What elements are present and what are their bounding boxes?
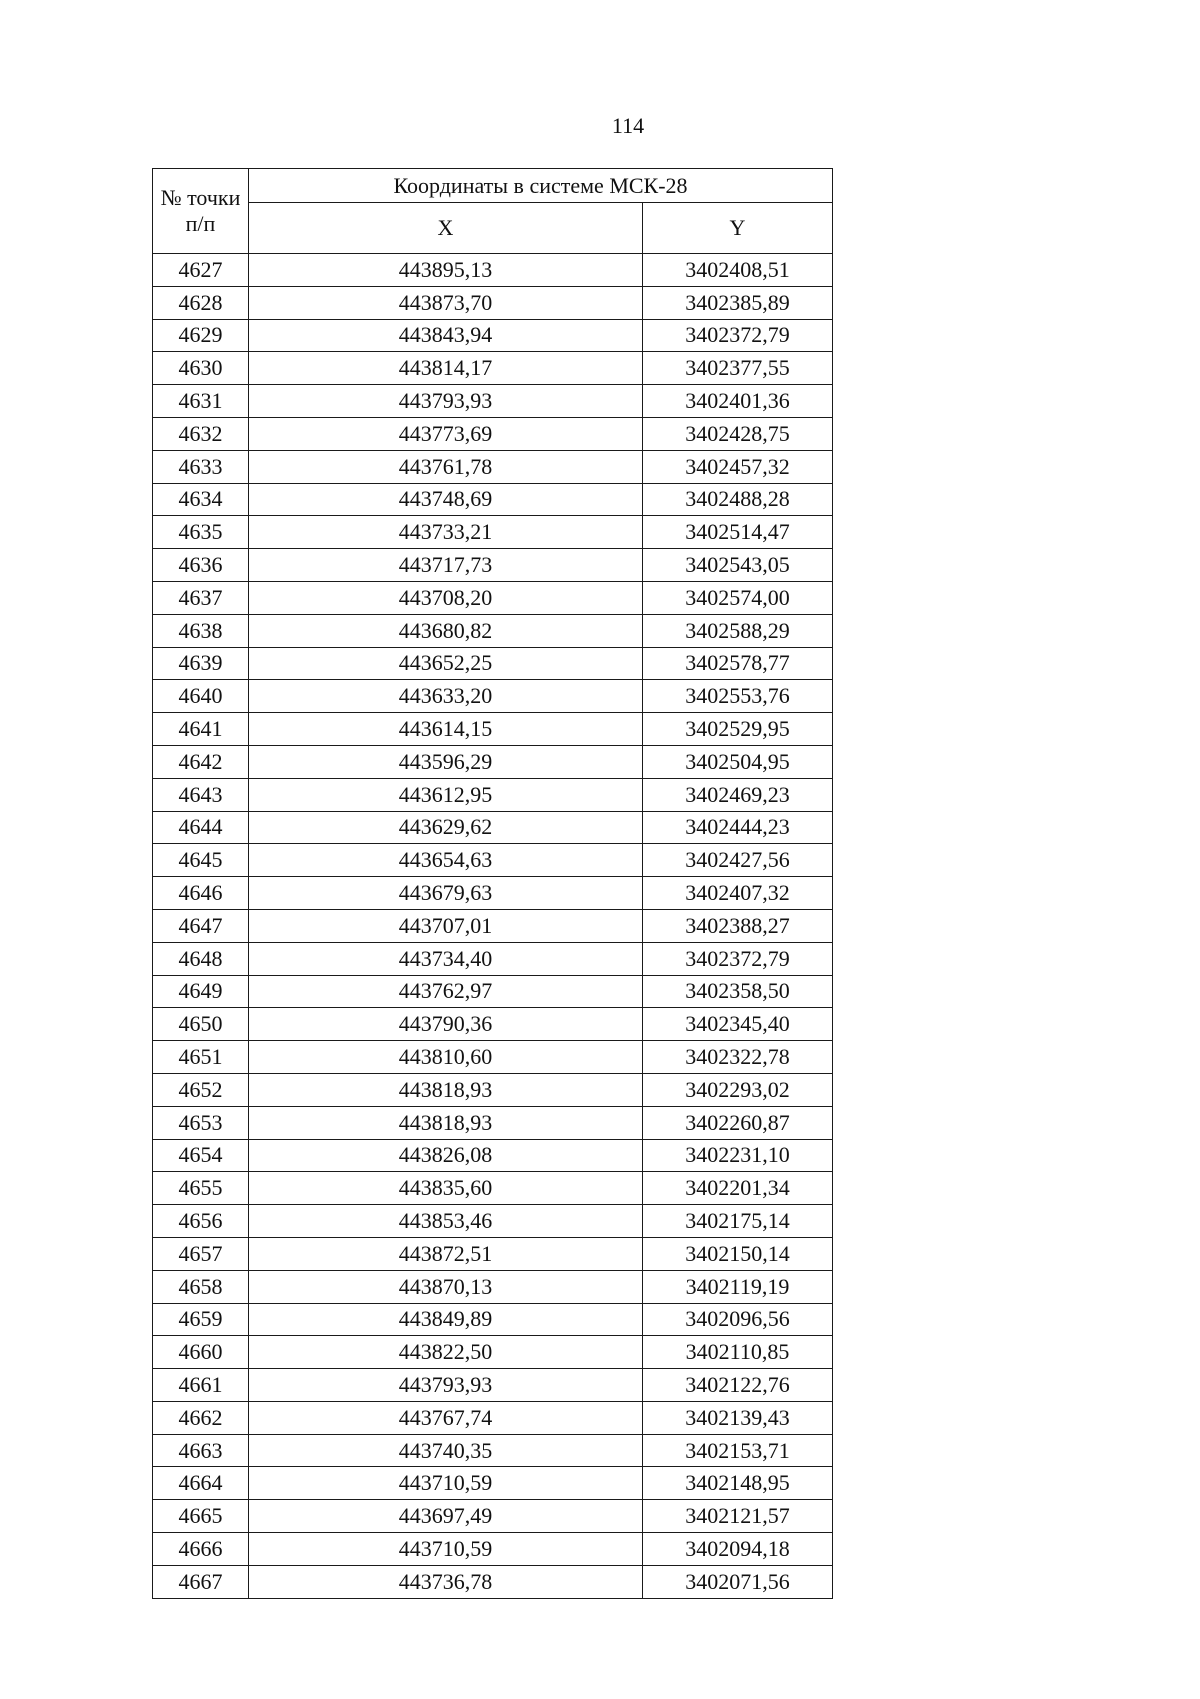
point-number-cell: 4631: [153, 385, 249, 418]
y-coordinate-cell: 3402578,77: [643, 647, 833, 680]
point-number-cell: 4641: [153, 713, 249, 746]
table-row: [153, 483, 833, 516]
y-coordinate-cell: 3402121,57: [643, 1500, 833, 1533]
y-coordinate-cell: 3402543,05: [643, 549, 833, 582]
table-row: [153, 1467, 833, 1500]
point-number-cell: 4655: [153, 1172, 249, 1205]
point-number-cell: 4638: [153, 614, 249, 647]
point-number-cell: 4636: [153, 549, 249, 582]
x-coordinate-cell: 443761,78: [249, 450, 643, 483]
table-row: [153, 745, 833, 778]
x-coordinate-cell: 443872,51: [249, 1237, 643, 1270]
table-row: [153, 1237, 833, 1270]
x-coordinate-cell: 443736,78: [249, 1565, 643, 1598]
y-coordinate-cell: 3402231,10: [643, 1139, 833, 1172]
point-number-cell: 4650: [153, 1008, 249, 1041]
table-row: [153, 1073, 833, 1106]
point-number-cell: 4663: [153, 1434, 249, 1467]
point-number-cell: 4662: [153, 1401, 249, 1434]
y-coordinate-cell: 3402110,85: [643, 1336, 833, 1369]
x-coordinate-cell: 443773,69: [249, 417, 643, 450]
x-coordinate-cell: 443814,17: [249, 352, 643, 385]
y-coordinate-cell: 3402529,95: [643, 713, 833, 746]
point-number-cell: 4649: [153, 975, 249, 1008]
x-coordinate-cell: 443710,59: [249, 1467, 643, 1500]
y-coordinate-cell: 3402322,78: [643, 1041, 833, 1074]
point-number-cell: 4651: [153, 1041, 249, 1074]
x-coordinate-cell: 443633,20: [249, 680, 643, 713]
x-coordinate-cell: 443818,93: [249, 1106, 643, 1139]
x-coordinate-cell: 443680,82: [249, 614, 643, 647]
point-number-cell: 4661: [153, 1369, 249, 1402]
y-coordinate-cell: 3402401,36: [643, 385, 833, 418]
table-row: [153, 614, 833, 647]
x-coordinate-cell: 443767,74: [249, 1401, 643, 1434]
point-number-cell: 4654: [153, 1139, 249, 1172]
point-number-cell: 4666: [153, 1533, 249, 1566]
x-coordinate-cell: 443849,89: [249, 1303, 643, 1336]
table-row: [153, 1336, 833, 1369]
y-coordinate-cell: 3402504,95: [643, 745, 833, 778]
y-coordinate-cell: 3402388,27: [643, 909, 833, 942]
table-row: [153, 1303, 833, 1336]
point-number-cell: 4665: [153, 1500, 249, 1533]
y-coordinate-cell: 3402175,14: [643, 1205, 833, 1238]
x-column-header: X: [249, 203, 643, 254]
point-number-cell: 4660: [153, 1336, 249, 1369]
x-coordinate-cell: 443818,93: [249, 1073, 643, 1106]
table-row: [153, 1008, 833, 1041]
table-row: [153, 1401, 833, 1434]
point-number-cell: 4646: [153, 877, 249, 910]
y-coordinate-cell: 3402119,19: [643, 1270, 833, 1303]
y-coordinate-cell: 3402574,00: [643, 581, 833, 614]
table-row: [153, 909, 833, 942]
x-coordinate-cell: 443612,95: [249, 778, 643, 811]
table-row: [153, 385, 833, 418]
y-coordinate-cell: 3402071,56: [643, 1565, 833, 1598]
table-row: [153, 1533, 833, 1566]
y-coordinate-cell: 3402407,32: [643, 877, 833, 910]
y-coordinate-cell: 3402139,43: [643, 1401, 833, 1434]
point-number-cell: 4642: [153, 745, 249, 778]
y-coordinate-cell: 3402150,14: [643, 1237, 833, 1270]
point-number-header: № точки п/п: [153, 169, 249, 254]
point-number-cell: 4643: [153, 778, 249, 811]
table-row: [153, 286, 833, 319]
x-coordinate-cell: 443895,13: [249, 254, 643, 287]
point-number-cell: 4657: [153, 1237, 249, 1270]
point-number-cell: 4647: [153, 909, 249, 942]
table-row: [153, 1205, 833, 1238]
table-row: [153, 1270, 833, 1303]
coordinates-table: [152, 168, 833, 1599]
y-coordinate-cell: 3402358,50: [643, 975, 833, 1008]
x-coordinate-cell: 443790,36: [249, 1008, 643, 1041]
y-coordinate-cell: 3402514,47: [643, 516, 833, 549]
table-row: [153, 1172, 833, 1205]
x-coordinate-cell: 443697,49: [249, 1500, 643, 1533]
point-number-cell: 4628: [153, 286, 249, 319]
x-coordinate-cell: 443853,46: [249, 1205, 643, 1238]
x-coordinate-cell: 443810,60: [249, 1041, 643, 1074]
y-coordinate-cell: 3402260,87: [643, 1106, 833, 1139]
y-column-header: Y: [643, 203, 833, 254]
y-coordinate-cell: 3402122,76: [643, 1369, 833, 1402]
table-row: [153, 680, 833, 713]
x-coordinate-cell: 443596,29: [249, 745, 643, 778]
table-row: [153, 811, 833, 844]
x-coordinate-cell: 443748,69: [249, 483, 643, 516]
point-number-cell: 4630: [153, 352, 249, 385]
y-coordinate-cell: 3402457,32: [643, 450, 833, 483]
x-coordinate-cell: 443652,25: [249, 647, 643, 680]
table-row: [153, 516, 833, 549]
table-row: [153, 647, 833, 680]
table-row: [153, 713, 833, 746]
table-row: [153, 942, 833, 975]
x-coordinate-cell: 443835,60: [249, 1172, 643, 1205]
point-number-cell: 4667: [153, 1565, 249, 1598]
table-header: [153, 169, 833, 254]
y-coordinate-cell: 3402148,95: [643, 1467, 833, 1500]
table-row: [153, 549, 833, 582]
table-row: [153, 254, 833, 287]
x-coordinate-cell: 443654,63: [249, 844, 643, 877]
point-number-cell: 4658: [153, 1270, 249, 1303]
table-row: [153, 1139, 833, 1172]
table-row: [153, 1041, 833, 1074]
table-row: [153, 1500, 833, 1533]
y-coordinate-cell: 3402444,23: [643, 811, 833, 844]
x-coordinate-cell: 443734,40: [249, 942, 643, 975]
point-number-cell: 4632: [153, 417, 249, 450]
point-number-cell: 4644: [153, 811, 249, 844]
table-row: [153, 1106, 833, 1139]
y-coordinate-cell: 3402345,40: [643, 1008, 833, 1041]
page-number: 114: [611, 113, 645, 138]
y-coordinate-cell: 3402553,76: [643, 680, 833, 713]
point-number-cell: 4640: [153, 680, 249, 713]
table-row: [153, 844, 833, 877]
x-coordinate-cell: 443762,97: [249, 975, 643, 1008]
y-coordinate-cell: 3402588,29: [643, 614, 833, 647]
x-coordinate-cell: 443708,20: [249, 581, 643, 614]
y-coordinate-cell: 3402096,56: [643, 1303, 833, 1336]
table-row: [153, 877, 833, 910]
point-number-cell: 4629: [153, 319, 249, 352]
x-coordinate-cell: 443740,35: [249, 1434, 643, 1467]
x-coordinate-cell: 443717,73: [249, 549, 643, 582]
x-coordinate-cell: 443679,63: [249, 877, 643, 910]
y-coordinate-cell: 3402408,51: [643, 254, 833, 287]
table-row: [153, 1565, 833, 1598]
coordinate-system-header: Координаты в системе МСК-28: [249, 169, 833, 203]
y-coordinate-cell: 3402094,18: [643, 1533, 833, 1566]
point-number-cell: 4664: [153, 1467, 249, 1500]
x-coordinate-cell: 443843,94: [249, 319, 643, 352]
x-coordinate-cell: 443733,21: [249, 516, 643, 549]
x-coordinate-cell: 443826,08: [249, 1139, 643, 1172]
x-coordinate-cell: 443614,15: [249, 713, 643, 746]
y-coordinate-cell: 3402372,79: [643, 942, 833, 975]
point-number-cell: 4652: [153, 1073, 249, 1106]
y-coordinate-cell: 3402488,28: [643, 483, 833, 516]
point-number-cell: 4637: [153, 581, 249, 614]
point-number-cell: 4656: [153, 1205, 249, 1238]
point-number-cell: 4633: [153, 450, 249, 483]
x-coordinate-cell: 443873,70: [249, 286, 643, 319]
point-number-cell: 4639: [153, 647, 249, 680]
y-coordinate-cell: 3402377,55: [643, 352, 833, 385]
y-coordinate-cell: 3402372,79: [643, 319, 833, 352]
table-row: [153, 319, 833, 352]
x-coordinate-cell: 443710,59: [249, 1533, 643, 1566]
x-coordinate-cell: 443793,93: [249, 385, 643, 418]
y-coordinate-cell: 3402293,02: [643, 1073, 833, 1106]
table-row: [153, 352, 833, 385]
point-number-cell: 4635: [153, 516, 249, 549]
table-row: [153, 1434, 833, 1467]
y-coordinate-cell: 3402201,34: [643, 1172, 833, 1205]
point-number-cell: 4627: [153, 254, 249, 287]
table-row: [153, 417, 833, 450]
table-body: [153, 254, 833, 1599]
table-row: [153, 975, 833, 1008]
y-coordinate-cell: 3402153,71: [643, 1434, 833, 1467]
table-row: [153, 778, 833, 811]
table-row: [153, 581, 833, 614]
table-row: [153, 1369, 833, 1402]
y-coordinate-cell: 3402427,56: [643, 844, 833, 877]
y-coordinate-cell: 3402385,89: [643, 286, 833, 319]
x-coordinate-cell: 443870,13: [249, 1270, 643, 1303]
point-number-cell: 4645: [153, 844, 249, 877]
point-number-cell: 4634: [153, 483, 249, 516]
x-coordinate-cell: 443707,01: [249, 909, 643, 942]
point-number-cell: 4659: [153, 1303, 249, 1336]
x-coordinate-cell: 443822,50: [249, 1336, 643, 1369]
x-coordinate-cell: 443629,62: [249, 811, 643, 844]
x-coordinate-cell: 443793,93: [249, 1369, 643, 1402]
point-number-cell: 4653: [153, 1106, 249, 1139]
table-row: [153, 450, 833, 483]
point-number-cell: 4648: [153, 942, 249, 975]
y-coordinate-cell: 3402469,23: [643, 778, 833, 811]
y-coordinate-cell: 3402428,75: [643, 417, 833, 450]
